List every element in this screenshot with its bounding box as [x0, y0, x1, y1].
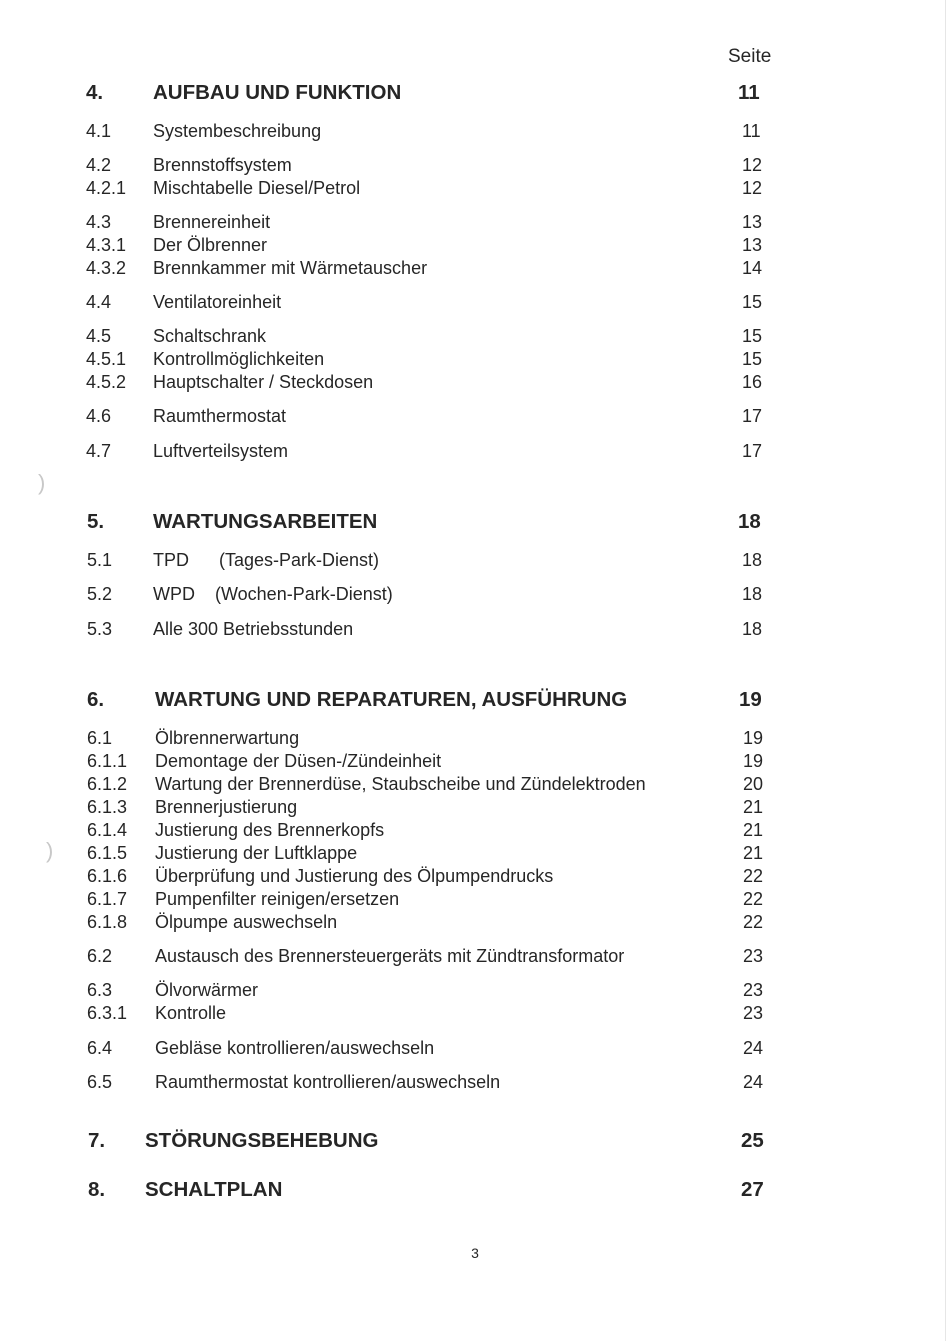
toc-page-number: 16 — [742, 372, 763, 392]
toc-entry — [0, 370, 950, 394]
toc-title: Justierung der Luftklappe — [155, 843, 358, 863]
toc-entry — [0, 887, 950, 911]
toc-page-number: 15 — [742, 292, 763, 312]
toc-number: 7. — [88, 1129, 106, 1152]
toc-title: Kontrollmöglichkeiten — [153, 349, 325, 369]
toc-number: 6.1.8 — [87, 912, 128, 932]
toc-title: Ventilatoreinheit — [153, 292, 282, 312]
toc-number: 4.4 — [86, 292, 112, 312]
toc-page-number: 18 — [738, 510, 761, 533]
toc-title: Austausch des Brennersteuergeräts mit Zündtransformator — [155, 946, 625, 966]
toc-page-number: 17 — [742, 406, 763, 426]
toc-title: Justierung des Brennerkopfs — [155, 820, 385, 840]
toc-number: 8. — [88, 1178, 106, 1201]
toc-title: Mischtabelle Diesel/Petrol — [153, 178, 361, 198]
toc-number: 4.2 — [86, 155, 112, 175]
toc-number: 4. — [86, 81, 104, 104]
toc-title: Gebläse kontrollieren/auswechseln — [155, 1038, 435, 1058]
toc-page-number: 15 — [742, 326, 763, 346]
toc-title: Der Ölbrenner — [153, 235, 268, 255]
toc-entry — [0, 818, 950, 842]
toc-number: 6.1.7 — [87, 889, 128, 909]
toc-number: 4.1 — [86, 121, 112, 141]
toc-entry — [0, 841, 950, 865]
toc-number: 6.3.1 — [87, 1003, 128, 1023]
toc-page-number: 23 — [743, 980, 764, 1000]
toc-page-number: 12 — [742, 155, 763, 175]
toc-title: TPD (Tages-Park-Dienst) — [153, 550, 380, 570]
toc-number: 6.1.6 — [87, 866, 128, 886]
toc-title: Raumthermostat — [153, 406, 287, 426]
toc-number: 5.3 — [87, 619, 113, 639]
toc-entry — [0, 347, 950, 371]
punch-hole-mark: ) — [38, 470, 46, 495]
toc-title: Pumpenfilter reinigen/ersetzen — [155, 889, 400, 909]
toc-page-number: 13 — [742, 235, 763, 255]
toc-title: Raumthermostat kontrollieren/auswechseln — [155, 1072, 501, 1092]
toc-number: 5.2 — [87, 584, 113, 604]
toc-chapter-heading — [0, 688, 950, 712]
toc-entry — [0, 1036, 950, 1060]
toc-entry — [0, 176, 950, 200]
toc-page-number: 25 — [741, 1129, 764, 1152]
toc-page-number: 21 — [743, 797, 764, 817]
toc-page-number: 24 — [743, 1038, 764, 1058]
toc-chapter-heading — [0, 81, 950, 105]
toc-page-number: 22 — [743, 912, 764, 932]
toc-entry — [0, 944, 950, 968]
toc-entry — [0, 978, 950, 1002]
toc-page-number: 18 — [742, 550, 763, 570]
punch-hole-mark: ) — [46, 838, 54, 863]
toc-title: Ölvorwärmer — [155, 980, 259, 1000]
toc-number: 6. — [87, 688, 105, 711]
toc-number: 4.5.2 — [86, 372, 127, 392]
toc-page-number: 19 — [743, 751, 764, 771]
toc-page-number: 20 — [743, 774, 764, 794]
toc-entry — [0, 726, 950, 750]
toc-title: SCHALTPLAN — [145, 1178, 283, 1201]
toc-title: Kontrolle — [155, 1003, 227, 1023]
page-column-label: Seite — [728, 46, 772, 67]
toc-number: 4.3.2 — [86, 258, 127, 278]
page-number: 3 — [471, 1245, 479, 1261]
toc-number: 5.1 — [87, 550, 113, 570]
toc-page-number: 21 — [743, 843, 764, 863]
toc-number: 6.5 — [87, 1072, 113, 1092]
toc-entry — [0, 1001, 950, 1025]
toc-number: 6.1.3 — [87, 797, 128, 817]
toc-title: Luftverteilsystem — [153, 441, 289, 461]
toc-entry — [0, 1070, 950, 1094]
toc-page-number: 19 — [739, 688, 762, 711]
toc-title: Brennerjustierung — [155, 797, 298, 817]
toc-number: 6.1 — [87, 728, 113, 748]
toc-title: Schaltschrank — [153, 326, 267, 346]
toc-title: Ölbrennerwartung — [155, 728, 300, 748]
toc-title: Alle 300 Betriebsstunden — [153, 619, 354, 639]
toc-page-number: 24 — [743, 1072, 764, 1092]
toc-entry — [0, 910, 950, 934]
toc-number: 6.1.4 — [87, 820, 128, 840]
toc-page-number: 11 — [738, 81, 760, 104]
toc-page-number: 18 — [742, 584, 763, 604]
toc-title: WARTUNGSARBEITEN — [153, 510, 378, 533]
toc-number: 6.4 — [87, 1038, 113, 1058]
toc-number: 4.6 — [86, 406, 112, 426]
toc-page-number: 18 — [742, 619, 763, 639]
toc-entry — [0, 772, 950, 796]
toc-chapter-heading — [0, 1129, 950, 1153]
toc-number: 4.3 — [86, 212, 112, 232]
toc-number: 6.1.1 — [87, 751, 128, 771]
toc-page-number: 15 — [742, 349, 763, 369]
toc-entry — [0, 749, 950, 773]
toc-page-number: 17 — [742, 441, 763, 461]
toc-number: 6.3 — [87, 980, 113, 1000]
toc-title: Wartung der Brennerdüse, Staubscheibe und Zündelektroden — [155, 774, 646, 794]
toc-entry — [0, 324, 950, 348]
toc-number: 4.5.1 — [86, 349, 127, 369]
toc-page-number: 22 — [743, 866, 764, 886]
toc-chapter-heading — [0, 510, 950, 534]
toc-title: Hauptschalter / Steckdosen — [153, 372, 374, 392]
toc-chapter-heading — [0, 1178, 950, 1202]
toc-page-number: 22 — [743, 889, 764, 909]
toc-page-number: 13 — [742, 212, 763, 232]
toc-page-number: 23 — [743, 1003, 764, 1023]
toc-title: WPD (Wochen-Park-Dienst) — [153, 584, 393, 604]
toc-number: 5. — [87, 510, 105, 533]
toc-entry — [0, 210, 950, 234]
toc-page-number: 12 — [742, 178, 763, 198]
toc-page-number: 23 — [743, 946, 764, 966]
toc-entry — [0, 404, 950, 428]
toc-page-number: 27 — [741, 1178, 764, 1201]
toc-title: Systembeschreibung — [153, 121, 322, 141]
toc-number: 4.2.1 — [86, 178, 127, 198]
toc-entry — [0, 256, 950, 280]
toc-number: 6.2 — [87, 946, 113, 966]
toc-title: WARTUNG UND REPARATUREN, AUSFÜHRUNG — [155, 688, 628, 711]
toc-number: 6.1.5 — [87, 843, 128, 863]
toc-entry — [0, 864, 950, 888]
toc-entry — [0, 233, 950, 257]
toc-number: 6.1.2 — [87, 774, 128, 794]
toc-title: Demontage der Düsen-/Zündeinheit — [155, 751, 442, 771]
toc-page-number: 21 — [743, 820, 764, 840]
toc-entry — [0, 153, 950, 177]
toc-entry — [0, 290, 950, 314]
toc-entry — [0, 582, 950, 606]
toc-number: 4.7 — [86, 441, 112, 461]
toc-number: 4.5 — [86, 326, 112, 346]
toc-title: Überprüfung und Justierung des Ölpumpendrucks — [155, 866, 554, 886]
toc-title: STÖRUNGSBEHEBUNG — [145, 1129, 379, 1152]
toc-entry — [0, 617, 950, 641]
toc-title: AUFBAU UND FUNKTION — [153, 81, 402, 104]
toc-title: Ölpumpe auswechseln — [155, 912, 338, 932]
toc-entry — [0, 119, 950, 143]
toc-page-number: 11 — [742, 121, 761, 141]
toc-title: Brennstoffsystem — [153, 155, 292, 175]
toc-entry — [0, 548, 950, 572]
toc-entry — [0, 439, 950, 463]
toc-page-number: 14 — [742, 258, 763, 278]
toc-number: 4.3.1 — [86, 235, 127, 255]
toc-page-number: 19 — [743, 728, 764, 748]
toc-entry — [0, 795, 950, 819]
toc-title: Brennkammer mit Wärmetauscher — [153, 258, 428, 278]
toc-title: Brennereinheit — [153, 212, 271, 232]
